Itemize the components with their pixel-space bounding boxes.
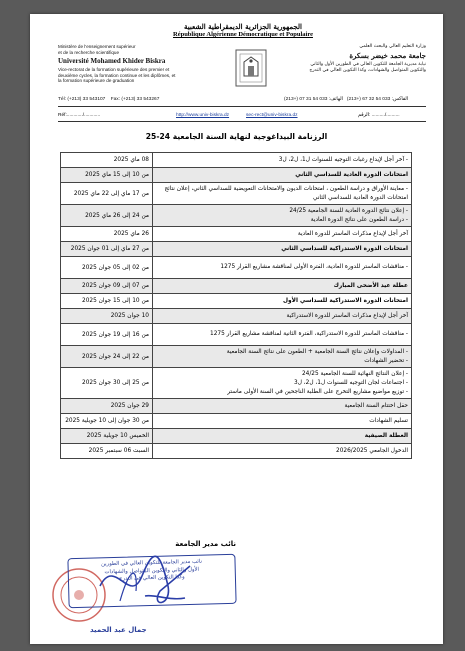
activity-item: - إعلان النتائج النهائية للسنة الجامعية 24/25 xyxy=(301,371,408,378)
schedule-activity xyxy=(153,227,412,242)
activity-item: - مناقشات الماستر للدورة الاستدراكية، الفترة الثانية لمناقشة مشاريع القرار 1275 xyxy=(210,331,408,338)
activity-item: آخر أجل لإيداع مذكرات الماستر للدورة الاستدراكية xyxy=(286,312,408,319)
schedule-date: الخميس 10 جويلية 2025 xyxy=(61,429,153,444)
schedule-row xyxy=(61,279,412,294)
schedule-row xyxy=(61,183,412,205)
schedule-activity xyxy=(153,309,412,324)
activity-item: العطلة الصيفية xyxy=(364,432,408,439)
contact-ar xyxy=(284,97,408,102)
activity-item: حفل اختتام السنة الجامعية xyxy=(344,402,408,409)
schedule-date: من 10 إلى 15 ماي 2025 xyxy=(61,168,153,183)
schedule-activity xyxy=(153,368,412,399)
document-title: الرزنامة البيداغوجية لنهاية السنة الجامعية 24-25 xyxy=(145,132,328,141)
schedule-date: 26 ماي 2025 xyxy=(61,227,153,242)
university-name-fr: Université Mohamed Khider Biskra xyxy=(58,57,166,66)
activity-item: - إعلان نتائج الدورة العادية للسنة الجامعية 24/25 xyxy=(289,208,408,214)
fax-ar: الفاكس: 033 54 32 67 (+213) xyxy=(346,97,409,102)
activity-item: - اجتماعات لجان التوجيه للسنوات ل1، ل2، ل3 xyxy=(293,379,408,386)
letterhead-french xyxy=(58,44,178,84)
activity-item: - دراسة الطعون على نتائج الدورة العادية xyxy=(310,216,408,223)
website-link[interactable]: http://www.univ-biskra.dz xyxy=(176,113,230,118)
schedule-date: من 25 إلى 30 جوان 2025 xyxy=(61,368,153,399)
schedule-row xyxy=(61,368,412,399)
letterhead-arabic xyxy=(298,44,426,73)
schedule-row xyxy=(61,429,412,444)
activity-item: - المداولات وإعلان نتائج السنة الجامعية + الطعون على نتائج السنة الجامعية xyxy=(226,349,408,356)
schedule-activity xyxy=(153,183,412,205)
schedule-activity xyxy=(153,414,412,429)
schedule-activity xyxy=(153,346,412,368)
university-logo-icon xyxy=(234,48,268,88)
schedule-date: من 07 إلى 09 جوان 2025 xyxy=(61,279,153,294)
schedule-row xyxy=(61,414,412,429)
schedule-date: 29 جوان 2025 xyxy=(61,399,153,414)
stamp-signatory-name: جمال عبد الحميد xyxy=(90,626,147,634)
schedule-activity xyxy=(153,294,412,309)
activity-item: - توزيع مواضيع مشاريع التخرج على الطلبة الناجحين في السنة الأولى ماستر xyxy=(227,388,408,395)
activity-item: - تحضير الشهادات xyxy=(364,357,408,364)
header-divider-top xyxy=(58,106,426,107)
activity-item: عطلة عيد الأضحى المبارك xyxy=(333,282,408,289)
schedule-date: السبت 06 سبتمبر 2025 xyxy=(61,444,153,459)
schedule-activity xyxy=(153,444,412,459)
contact-fr xyxy=(58,97,159,102)
reference-fr: Réf:............/............ xyxy=(58,113,101,118)
schedule-date: 08 ماي 2025 xyxy=(61,153,153,168)
schedule-row xyxy=(61,168,412,183)
schedule-activity xyxy=(153,242,412,257)
schedule-activity xyxy=(153,257,412,279)
email-link[interactable]: sec-rect@univ-biskra.dz xyxy=(246,113,298,118)
schedule-date: من 22 إلى 24 جوان 2025 xyxy=(61,346,153,368)
republic-name-ar: الجمهورية الجزائرية الديمقراطية الشعبية xyxy=(183,22,302,31)
schedule-row xyxy=(61,227,412,242)
schedule-row xyxy=(61,309,412,324)
republic-heading xyxy=(168,22,318,39)
header-divider-bottom xyxy=(58,121,426,122)
schedule-row xyxy=(61,294,412,309)
schedule-row xyxy=(61,257,412,279)
fax-fr: Fax: (+213) 33 543267 xyxy=(110,97,160,102)
schedule-date: من 16 إلى 19 جوان 2025 xyxy=(61,324,153,346)
schedule-date: من 27 ماي إلى 01 جوان 2025 xyxy=(61,242,153,257)
document-page xyxy=(30,14,443,644)
ministry-fr-line-2: et de la recherche scientifique xyxy=(58,49,120,55)
university-name-ar: جامعة محمد خيضر بسكرة xyxy=(349,50,426,60)
reference-ar: الرقم: ........../.......... xyxy=(358,113,400,118)
schedule-date: من 10 إلى 15 جوان 2025 xyxy=(61,294,153,309)
schedule-date: من 17 ماي إلى 22 ماي 2025 xyxy=(61,183,153,205)
activity-item: - معاينة الأوراق و دراسة الطعون ، امتحانات الديون والامتحانات التعويضية للسداسي الثاني، إعلان نتائج امتحانات الدورة العادية للسداسي الثاني xyxy=(164,185,408,201)
ministry-fr-line-1: Ministère de l'enseignement supérieur xyxy=(58,44,136,49)
ministry-ar: وزارة التعليم العالي والبحث العلمي xyxy=(359,44,426,49)
schedule-row xyxy=(61,399,412,414)
stamp-line-1: نائب مدير الجامعة للتكوين العالي في الطورين xyxy=(101,558,202,568)
schedule-row xyxy=(61,205,412,227)
schedule-activity xyxy=(153,205,412,227)
vice-rectorate-fr: Vice-rectorat de la formation supérieure des premier et deuxième cycles, la formation continue et les diplômes, et la formation supérieure de graduation xyxy=(58,67,176,84)
schedule-row xyxy=(61,153,412,168)
schedule-activity xyxy=(153,168,412,183)
schedule-date: من 02 إلى 05 جوان 2025 xyxy=(61,257,153,279)
letterhead xyxy=(58,22,426,124)
schedule-activity xyxy=(153,279,412,294)
vice-rectorate-ar: نيابة مديرية الجامعة للتكوين العالي في الطورين الأول والثاني والتكوين المتواصل والشهادات، وكذا التكوين العالي في التدرج xyxy=(309,61,426,73)
activity-item: آخر أجل لإيداع مذكرات الماستر للدورة العادية xyxy=(297,230,408,237)
schedule-row xyxy=(61,444,412,459)
schedule-row xyxy=(61,324,412,346)
schedule-row xyxy=(61,242,412,257)
schedule-date: من 30 جوان إلى 10 جويلية 2025 xyxy=(61,414,153,429)
stamp-line-3: وكذا التكوين العالي في التدرج xyxy=(119,574,185,582)
activity-item: الدخول الجامعي 2026/2025 xyxy=(336,447,408,454)
schedule-activity xyxy=(153,429,412,444)
activity-item: امتحانات الدورة العادية للسداسي الثاني xyxy=(295,171,408,178)
activity-item: - آخر أجل لإيداع رغبات التوجيه للسنوات ل1، ل2، ل3 xyxy=(278,156,408,163)
schedule-row xyxy=(61,346,412,368)
tel-fr: Tél: (+213) 33 543107 xyxy=(58,97,106,102)
handwritten-signature-icon xyxy=(90,546,200,618)
stamp-line-2: الأول والثاني والتكوين المتواصل والشهادات xyxy=(104,566,200,575)
tel-ar: الهاتف: 033 54 31 07 (+213) xyxy=(284,97,343,102)
schedule-activity xyxy=(153,324,412,346)
schedule-table xyxy=(60,152,412,459)
activity-item: امتحانات الدورة الاستدراكية للسداسي الثاني xyxy=(281,245,408,252)
schedule-activity xyxy=(153,399,412,414)
activity-item: تسليم الشهادات xyxy=(369,417,408,424)
activity-item: امتحانات الدورة الاستدراكية للسداسي الأول xyxy=(283,297,408,304)
signature-block xyxy=(50,536,240,638)
schedule-date: 10 جوان 2025 xyxy=(61,309,153,324)
signatory-title: نائب مدير الجامعة xyxy=(175,540,236,548)
activity-item: - مناقشات الماستر للدورة العادية، الفترة الأولى لمناقشة مشاريع القرار 1275 xyxy=(220,264,408,271)
schedule-activity xyxy=(153,153,412,168)
republic-name-fr: République Algérienne Démocratique et Populaire xyxy=(173,31,313,38)
schedule-date: من 24 إلى 26 ماي 2025 xyxy=(61,205,153,227)
